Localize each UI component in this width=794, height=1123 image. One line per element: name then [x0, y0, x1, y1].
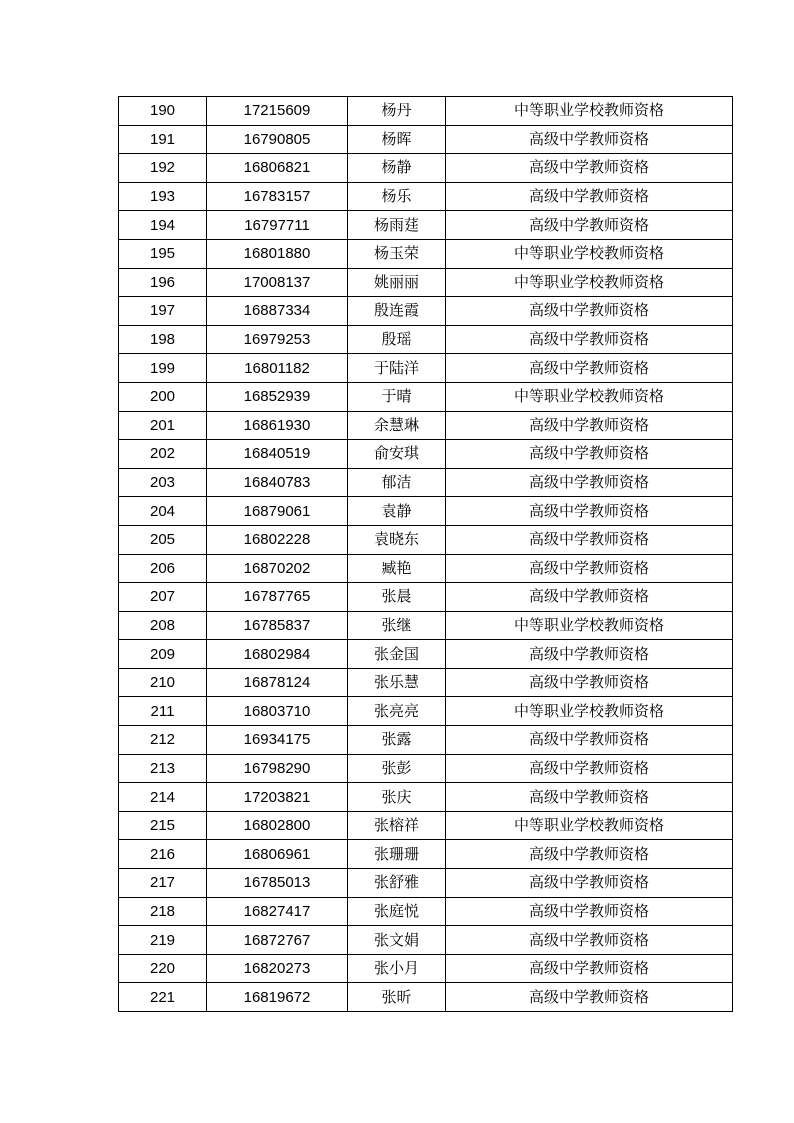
qualification-cell: 高级中学教师资格 — [446, 954, 733, 983]
row-number-cell: 194 — [119, 211, 207, 240]
table-row — [119, 783, 733, 812]
candidate-name-cell: 张晨 — [348, 583, 446, 612]
candidate-id-cell: 16790805 — [207, 125, 348, 154]
candidate-name-cell: 于晴 — [348, 382, 446, 411]
candidate-name-cell: 张舒雅 — [348, 869, 446, 898]
row-number-cell: 217 — [119, 869, 207, 898]
row-number-cell: 202 — [119, 440, 207, 469]
table-row — [119, 154, 733, 183]
row-number-cell: 198 — [119, 325, 207, 354]
row-number-cell: 208 — [119, 611, 207, 640]
candidate-name-cell: 张文娟 — [348, 926, 446, 955]
candidate-name-cell: 俞安琪 — [348, 440, 446, 469]
table-row — [119, 897, 733, 926]
qualification-cell: 中等职业学校教师资格 — [446, 268, 733, 297]
candidate-id-cell: 16783157 — [207, 182, 348, 211]
candidate-id-cell: 16798290 — [207, 754, 348, 783]
candidate-id-cell: 16803710 — [207, 697, 348, 726]
qualification-cell: 高级中学教师资格 — [446, 754, 733, 783]
candidate-id-cell: 16819672 — [207, 983, 348, 1012]
row-number-cell: 201 — [119, 411, 207, 440]
table-row — [119, 668, 733, 697]
table-row — [119, 640, 733, 669]
qualification-cell: 高级中学教师资格 — [446, 640, 733, 669]
qualification-cell: 高级中学教师资格 — [446, 897, 733, 926]
qualification-cell: 高级中学教师资格 — [446, 497, 733, 526]
candidate-name-cell: 杨玉荣 — [348, 239, 446, 268]
table-row — [119, 726, 733, 755]
row-number-cell: 204 — [119, 497, 207, 526]
candidate-id-cell: 16820273 — [207, 954, 348, 983]
candidate-id-cell: 16802984 — [207, 640, 348, 669]
qualification-cell: 高级中学教师资格 — [446, 726, 733, 755]
candidate-name-cell: 杨晖 — [348, 125, 446, 154]
candidate-name-cell: 张榕祥 — [348, 811, 446, 840]
candidate-name-cell: 张庭悦 — [348, 897, 446, 926]
candidate-name-cell: 张庆 — [348, 783, 446, 812]
candidate-name-cell: 张亮亮 — [348, 697, 446, 726]
table-row — [119, 754, 733, 783]
roster-table-body — [119, 97, 733, 1012]
candidate-id-cell: 16840519 — [207, 440, 348, 469]
row-number-cell: 219 — [119, 926, 207, 955]
table-row — [119, 954, 733, 983]
qualification-cell: 高级中学教师资格 — [446, 840, 733, 869]
qualification-cell: 高级中学教师资格 — [446, 668, 733, 697]
row-number-cell: 207 — [119, 583, 207, 612]
candidate-id-cell: 16878124 — [207, 668, 348, 697]
candidate-id-cell: 16802800 — [207, 811, 348, 840]
table-row — [119, 611, 733, 640]
row-number-cell: 210 — [119, 668, 207, 697]
qualification-cell: 高级中学教师资格 — [446, 182, 733, 211]
table-row — [119, 125, 733, 154]
table-row — [119, 325, 733, 354]
row-number-cell: 214 — [119, 783, 207, 812]
row-number-cell: 221 — [119, 983, 207, 1012]
candidate-id-cell: 16840783 — [207, 468, 348, 497]
table-row — [119, 554, 733, 583]
candidate-id-cell: 17008137 — [207, 268, 348, 297]
qualification-cell: 中等职业学校教师资格 — [446, 611, 733, 640]
table-row — [119, 468, 733, 497]
qualification-cell: 中等职业学校教师资格 — [446, 97, 733, 126]
table-row — [119, 297, 733, 326]
table-row — [119, 97, 733, 126]
row-number-cell: 205 — [119, 525, 207, 554]
candidate-id-cell: 16787765 — [207, 583, 348, 612]
candidate-id-cell: 16802228 — [207, 525, 348, 554]
row-number-cell: 190 — [119, 97, 207, 126]
table-row — [119, 440, 733, 469]
table-row — [119, 869, 733, 898]
candidate-id-cell: 16785013 — [207, 869, 348, 898]
candidate-name-cell: 张金国 — [348, 640, 446, 669]
candidate-name-cell: 杨丹 — [348, 97, 446, 126]
candidate-name-cell: 张小月 — [348, 954, 446, 983]
row-number-cell: 215 — [119, 811, 207, 840]
row-number-cell: 200 — [119, 382, 207, 411]
candidate-name-cell: 杨乐 — [348, 182, 446, 211]
candidate-name-cell: 殷瑶 — [348, 325, 446, 354]
table-row — [119, 497, 733, 526]
candidate-id-cell: 16785837 — [207, 611, 348, 640]
qualification-cell: 高级中学教师资格 — [446, 354, 733, 383]
row-number-cell: 191 — [119, 125, 207, 154]
qualification-cell: 高级中学教师资格 — [446, 869, 733, 898]
table-row — [119, 811, 733, 840]
row-number-cell: 218 — [119, 897, 207, 926]
candidate-name-cell: 余慧琳 — [348, 411, 446, 440]
candidate-id-cell: 17215609 — [207, 97, 348, 126]
candidate-name-cell: 于陆洋 — [348, 354, 446, 383]
row-number-cell: 199 — [119, 354, 207, 383]
candidate-id-cell: 16872767 — [207, 926, 348, 955]
candidate-name-cell: 张珊珊 — [348, 840, 446, 869]
qualification-cell: 高级中学教师资格 — [446, 297, 733, 326]
row-number-cell: 206 — [119, 554, 207, 583]
table-row — [119, 211, 733, 240]
qualification-cell: 高级中学教师资格 — [446, 125, 733, 154]
candidate-name-cell: 臧艳 — [348, 554, 446, 583]
candidate-id-cell: 17203821 — [207, 783, 348, 812]
row-number-cell: 209 — [119, 640, 207, 669]
candidate-id-cell: 16806961 — [207, 840, 348, 869]
candidate-id-cell: 16934175 — [207, 726, 348, 755]
candidate-id-cell: 16887334 — [207, 297, 348, 326]
qualification-cell: 中等职业学校教师资格 — [446, 382, 733, 411]
row-number-cell: 203 — [119, 468, 207, 497]
row-number-cell: 195 — [119, 239, 207, 268]
table-row — [119, 983, 733, 1012]
table-row — [119, 182, 733, 211]
qualification-cell: 中等职业学校教师资格 — [446, 697, 733, 726]
table-row — [119, 239, 733, 268]
candidate-id-cell: 16797711 — [207, 211, 348, 240]
candidate-name-cell: 郁洁 — [348, 468, 446, 497]
table-row — [119, 926, 733, 955]
qualification-cell: 高级中学教师资格 — [446, 525, 733, 554]
qualification-cell: 高级中学教师资格 — [446, 554, 733, 583]
qualification-cell: 中等职业学校教师资格 — [446, 239, 733, 268]
candidate-name-cell: 袁静 — [348, 497, 446, 526]
qualification-cell: 高级中学教师资格 — [446, 440, 733, 469]
candidate-name-cell: 袁晓东 — [348, 525, 446, 554]
row-number-cell: 193 — [119, 182, 207, 211]
candidate-id-cell: 16801182 — [207, 354, 348, 383]
qualification-cell: 中等职业学校教师资格 — [446, 811, 733, 840]
table-row — [119, 583, 733, 612]
qualification-cell: 高级中学教师资格 — [446, 325, 733, 354]
row-number-cell: 196 — [119, 268, 207, 297]
candidate-id-cell: 16801880 — [207, 239, 348, 268]
row-number-cell: 220 — [119, 954, 207, 983]
table-row — [119, 354, 733, 383]
candidate-name-cell: 张乐慧 — [348, 668, 446, 697]
roster-table — [118, 96, 733, 1012]
qualification-cell: 高级中学教师资格 — [446, 783, 733, 812]
row-number-cell: 216 — [119, 840, 207, 869]
candidate-name-cell: 姚丽丽 — [348, 268, 446, 297]
candidate-name-cell: 张彭 — [348, 754, 446, 783]
qualification-cell: 高级中学教师资格 — [446, 211, 733, 240]
candidate-id-cell: 16979253 — [207, 325, 348, 354]
row-number-cell: 213 — [119, 754, 207, 783]
qualification-cell: 高级中学教师资格 — [446, 983, 733, 1012]
candidate-id-cell: 16870202 — [207, 554, 348, 583]
row-number-cell: 197 — [119, 297, 207, 326]
table-row — [119, 382, 733, 411]
candidate-id-cell: 16879061 — [207, 497, 348, 526]
candidate-name-cell: 张继 — [348, 611, 446, 640]
candidate-id-cell: 16827417 — [207, 897, 348, 926]
candidate-id-cell: 16806821 — [207, 154, 348, 183]
candidate-id-cell: 16861930 — [207, 411, 348, 440]
qualification-cell: 高级中学教师资格 — [446, 154, 733, 183]
candidate-name-cell: 杨静 — [348, 154, 446, 183]
qualification-cell: 高级中学教师资格 — [446, 468, 733, 497]
table-row — [119, 840, 733, 869]
qualification-cell: 高级中学教师资格 — [446, 926, 733, 955]
candidate-id-cell: 16852939 — [207, 382, 348, 411]
table-row — [119, 697, 733, 726]
candidate-name-cell: 殷连霞 — [348, 297, 446, 326]
qualification-cell: 高级中学教师资格 — [446, 411, 733, 440]
candidate-name-cell: 张露 — [348, 726, 446, 755]
table-row — [119, 411, 733, 440]
row-number-cell: 192 — [119, 154, 207, 183]
qualification-cell: 高级中学教师资格 — [446, 583, 733, 612]
candidate-name-cell: 张昕 — [348, 983, 446, 1012]
candidate-name-cell: 杨雨莛 — [348, 211, 446, 240]
table-row — [119, 525, 733, 554]
row-number-cell: 212 — [119, 726, 207, 755]
table-row — [119, 268, 733, 297]
row-number-cell: 211 — [119, 697, 207, 726]
